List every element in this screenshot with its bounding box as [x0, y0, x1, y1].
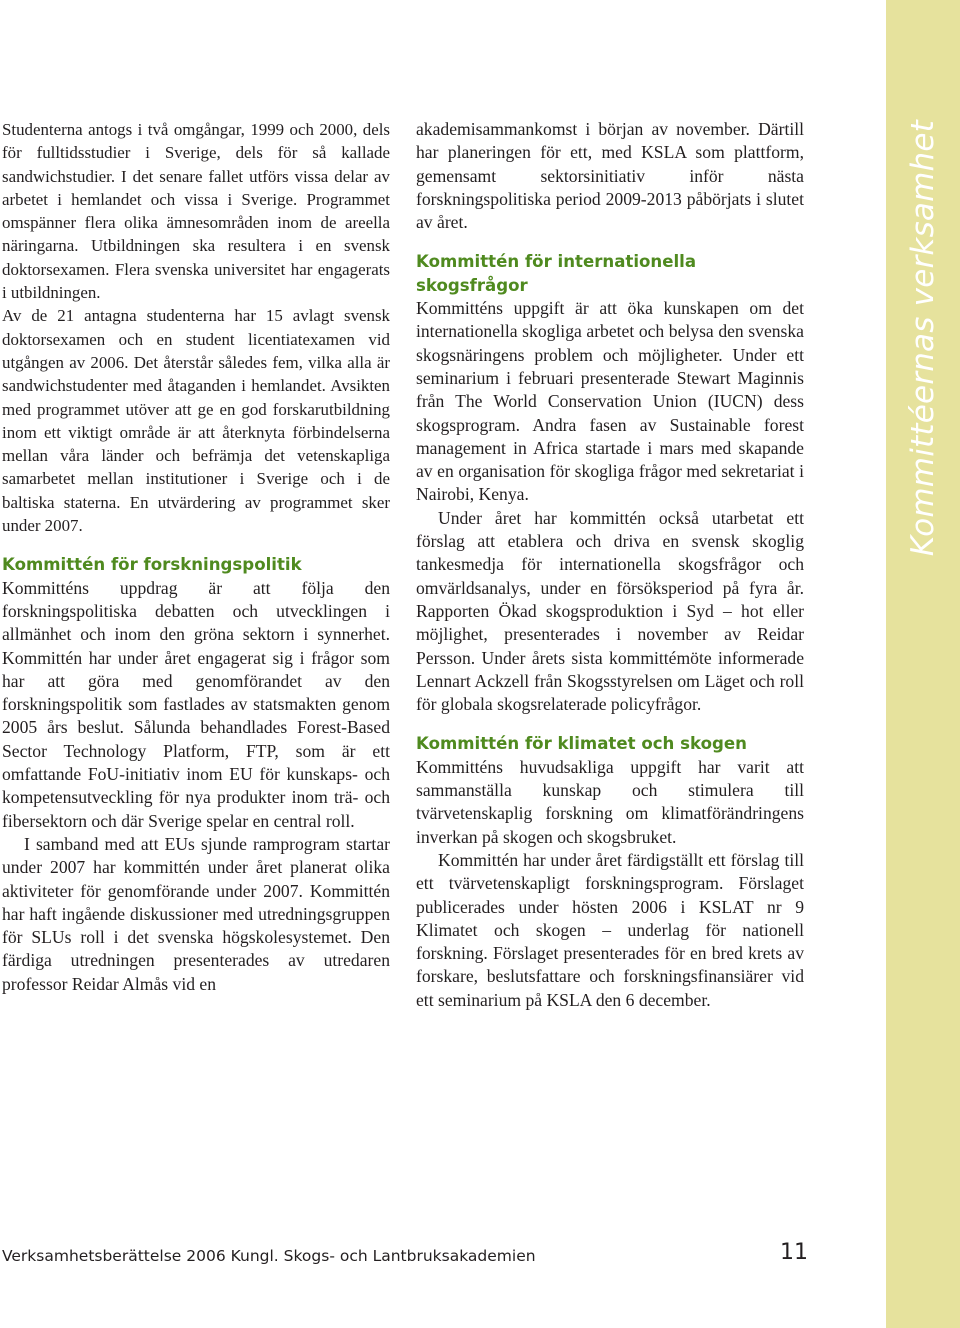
paragraph: Kommitténs huvudsakliga uppgift har varit att sammanställa kunskap och stimulera till tvärvetenskaplig forskning om klimatförändringens inverkan på skogen och skogsbruket. — [416, 756, 804, 847]
paragraph: Kommittén har under året färdigställt ett förslag till ett tvärvetenskapligt forskningsprogram. Förslaget publicerades under hösten 2006 i KSLAT nr 9 Klimatet och skogen – underlag för nationell forskning. Förslaget presenterades för en bred krets av forskare, beslutsfattare och forskningsfinansiärer vid ett seminarium på KSLA den 6 december. — [416, 849, 804, 1010]
page-number: 11 — [780, 1240, 808, 1265]
paragraph: akademisammankomst i början av november. Därtill har planeringen för ett, med KSLA som plattform, gemensamt sektorsinitiativ inför nästa forskningspolitiska period 2009-2013 påbörjats i slutet av året. — [416, 119, 804, 233]
sidebar-band — [886, 0, 960, 1328]
paragraph: I samband med att EUs sjunde ramprogram startar under 2007 har kommittén under året planerat olika aktiviteter för genomförande under 2007. Kommittén har haft ingående diskussioner med utredningsgruppen för SLUs roll i det svenska högskolesystemet. Den färdiga utredningen presenterades av utredaren professor Reidar Almås vid en — [2, 833, 390, 994]
section-heading: Kommittén för forskningspolitik — [2, 555, 302, 575]
left-column — [2, 118, 390, 996]
paragraph: Kommitténs uppdrag är att följa den forskningspolitiska debatten och utvecklingen i allmänhet och inom den gröna sektorn i synnerhet. Kommittén har under året engagerat sig i frågor som har att göra med genomförandet av den forskningspolitik som fastlades av statsmakten genom 2005 års beslut. Sålunda behandlades Forest-Based Sector Technology Platform, FTP, som är ett omfattande FoU-initiativ inom EU för kunskaps- och kompetensutveckling för nya produkter inom trä- och fibersektorn och där Sverige spelar en central roll. — [2, 577, 390, 831]
footer-text: Verksamhetsberättelse 2006 Kungl. Skogs- och Lantbruksakademien — [2, 1247, 536, 1265]
paragraph: Kommitténs uppgift är att öka kunskapen om det internationella skogliga arbetet och belysa den svenska skogsnäringens problem och möjligheter. Under ett seminarium i februari presenterade Stewart Maginnis från The World Conservation Union (IUCN) dess skogsprogram. Andra fasen av Sustainable forest management in Africa startade i mars med skapande av en organisation för skogliga frågor med sekretariat i Nairobi, Kenya. — [416, 298, 804, 505]
paragraph: Under året har kommittén också utarbetat ett förslag att etablera och driva en svensk skoglig tankesmedja för internationella skogsfrågor och omvärldsanalys, under en försöksperiod på fyra år. Rapporten Ökad skogsproduktion i Syd – hot eller möjlighet, presenterades i november av Reidar Persson. Under årets sista kommittémöte informerade Lennart Ackzell från Skogsstyrelsen om Läget och roll för globala skogsrelaterade policyfrågor. — [416, 507, 804, 715]
section-heading: Kommittén för internationella skogsfrågor — [416, 252, 697, 295]
right-column — [416, 118, 804, 1012]
paragraph: Studenterna antogs i två omgångar, 1999 och 2000, dels för fulltidsstudier i Sverige, dels för så kallade sandwichstudier. I det senare fallet utförs vissa delar av arbetet i hemlandet och vissa i Sverige. Programmet omspänner flera olika ämnesområden inom de areella näringarna. Utbildningen ska resultera i en svensk doktorsexamen. Flera svenska universitet har engagerats i utbildningen. — [2, 120, 390, 303]
sidebar-title: Kommittéernas verksamhet — [905, 120, 941, 557]
paragraph: Av de 21 antagna studenterna har 15 avlagt svensk doktorsexamen och en student licentiatexamen vid utgången av 2006. Det återstår således fem, vilka alla är sandwichstudenter med åtaganden i hemlandet. Avsikten med programmet utöver att ge en god forskarutbildning inom ett viktigt område är att återknyta förbindelserna mellan våra länder och befrämja det vetenskapliga samarbetet mellan institutioner i Sverige och i de baltiska staterna. En utvärdering av programmet sker under 2007. — [2, 306, 390, 536]
section-heading: Kommittén för klimatet och skogen — [416, 734, 747, 754]
